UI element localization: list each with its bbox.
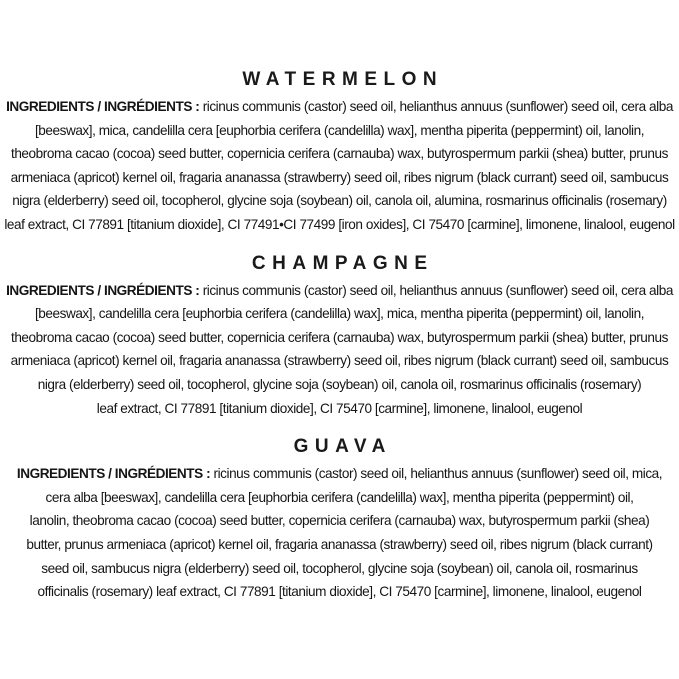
ingredients-label: INGREDIENTS / INGRÉDIENTS :	[6, 99, 200, 114]
ingredients-paragraph	[0, 279, 679, 421]
ingredients-line-text: ricinus communis (castor) seed oil, helianthus annuus (sunflower) seed oil, cera alba	[202, 282, 673, 298]
ingredients-line-text: ricinus communis (castor) seed oil, helianthus annuus (sunflower) seed oil, mica,	[213, 466, 663, 482]
flavor-section	[0, 252, 679, 421]
ingredients-line: cera alba [beeswax], candelilla cera [euphorbia cerifera (candelilla) wax], mentha piperita (peppermint) oil,	[45, 489, 634, 505]
flavor-title: WATERMELON	[242, 69, 444, 90]
ingredients-line: lanolin, theobroma cacao (cocoa) seed butter, copernicia cerifera (carnauba) wax, butyrospermum parkii (shea)	[29, 513, 650, 529]
flavor-title: CHAMPAGNE	[251, 252, 434, 274]
ingredients-line	[0, 279, 679, 303]
ingredients-line	[0, 462, 679, 486]
ingredients-label: INGREDIENTS / INGRÉDIENTS :	[6, 282, 200, 298]
ingredients-line: butter, prunus armeniaca (apricot) kernel oil, fragaria ananassa (strawberry) seed oil, ribes nigrum (black currant)	[26, 536, 653, 552]
flavor-title: GUAVA	[293, 436, 392, 458]
ingredients-line: leaf extract, CI 77891 [titanium dioxide], CI 77491•CI 77499 [iron oxides], CI 75470 [carmine], limonene, linalool, eugenol	[4, 216, 675, 232]
ingredients-line: nigra (elderberry) seed oil, tocopherol, glycine soja (soybean) oil, canola oil, rosmarinus officinalis (rosemary)	[37, 376, 642, 392]
ingredients-line: nigra (elderberry) seed oil, tocopherol, glycine soja (soybean) oil, canola oil, alumina, rosmarinus officinalis (rosemary)	[12, 193, 667, 209]
ingredients-line: armeniaca (apricot) kernel oil, fragaria ananassa (strawberry) seed oil, ribes nigrum (black currant) seed oil, sambucus	[10, 169, 669, 185]
ingredients-line	[0, 95, 679, 119]
ingredients-paragraph	[0, 95, 679, 237]
ingredients-line: [beeswax], mica, candelilla cera [euphorbia cerifera (candelilla) wax], mentha piperita (peppermint) oil, lanolin,	[34, 122, 645, 138]
ingredients-line: theobroma cacao (cocoa) seed butter, copernicia cerifera (carnauba) wax, butyrospermum parkii (shea) butter, prunus	[11, 329, 668, 345]
ingredients-line: theobroma cacao (cocoa) seed butter, copernicia cerifera (carnauba) wax, butyrospermum parkii (shea) butter, prunus	[11, 146, 668, 162]
ingredients-line: [beeswax], candelilla cera [euphorbia cerifera (candelilla) wax], mica, mentha piperita (peppermint) oil, lanolin,	[34, 306, 645, 322]
ingredients-line: seed oil, sambucus nigra (elderberry) seed oil, tocopherol, glycine soja (soybean) oil, canola oil, rosmarinus	[41, 560, 638, 576]
ingredients-line: officinalis (rosemary) leaf extract, CI 77891 [titanium dioxide], CI 75470 [carmine], limonene, linalool, eugenol	[37, 584, 642, 600]
flavor-section	[0, 68, 679, 237]
ingredients-line: leaf extract, CI 77891 [titanium dioxide], CI 75470 [carmine], limonene, linalool, eugenol	[96, 400, 583, 416]
flavor-section	[0, 435, 679, 604]
ingredients-line: armeniaca (apricot) kernel oil, fragaria ananassa (strawberry) seed oil, ribes nigrum (black currant) seed oil, sambucus	[10, 353, 669, 369]
ingredients-label: INGREDIENTS / INGRÉDIENTS :	[16, 466, 211, 482]
ingredients-paragraph	[0, 462, 679, 604]
ingredients-line-text: ricinus communis (castor) seed oil, helianthus annuus (sunflower) seed oil, cera alba	[202, 99, 673, 114]
